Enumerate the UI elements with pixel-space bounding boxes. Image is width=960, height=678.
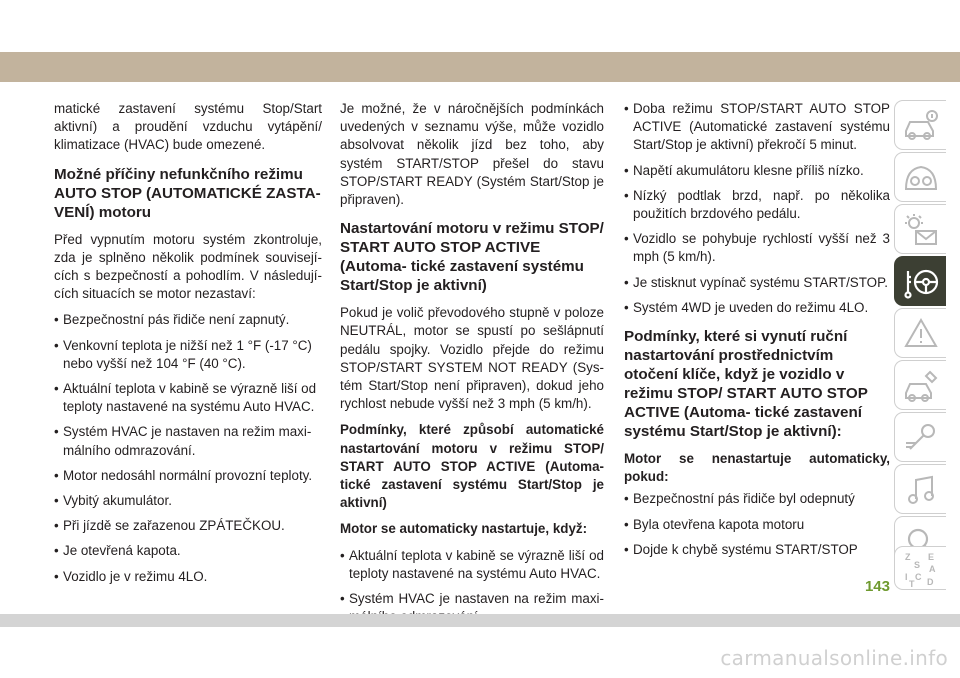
tab-starting-driving[interactable] bbox=[894, 256, 946, 306]
list-item: • Byla otevřena kapota motoru bbox=[624, 516, 805, 532]
index-letter: S bbox=[914, 560, 921, 570]
list-item: • Venkovní teplota je nižší než 1 °F (-17 °C) nebo vyšší než 104 °F (40 °C). bbox=[54, 337, 312, 371]
index-letter: A bbox=[929, 564, 936, 574]
list-item: • Napětí akumulátoru klesne příliš nízko. bbox=[624, 162, 864, 178]
road-warning-icon bbox=[902, 315, 940, 353]
page-number: 143 bbox=[864, 578, 890, 595]
column-1 bbox=[54, 100, 322, 593]
list-item: • Aktuální teplota v kabině se výrazně liší od teploty nastavené na systému Auto HVAC. bbox=[54, 381, 317, 415]
steering-wheel-key-icon bbox=[902, 263, 940, 301]
tab-service[interactable] bbox=[894, 360, 946, 410]
list-item: • Systém 4WD je uveden do režimu 4LO. bbox=[624, 299, 869, 315]
list-item: • Je stisknut vypínač systému START/STOP. bbox=[624, 274, 889, 290]
list-item: • Nízký podtlak brzd, např. po několika použitích brzdového pedálu. bbox=[624, 187, 890, 222]
index-letter: D bbox=[927, 577, 934, 587]
list-item: • Dojde k chybě systému START/STOP bbox=[624, 541, 858, 557]
list-item: • Vozidlo se pohybuje rychlostí vyšší než 3 mph (5 km/h). bbox=[624, 231, 890, 265]
wrench-car-icon bbox=[902, 419, 940, 457]
tab-languages[interactable] bbox=[894, 546, 946, 590]
car-service-icon bbox=[902, 367, 940, 405]
list-item: • Při jízdě se zařazenou ZPÁTEČKOU. bbox=[54, 518, 285, 534]
list-item: • Systém HVAC je nastaven na režim maxi- bbox=[340, 591, 604, 607]
header-band bbox=[0, 52, 960, 82]
list-item: • Motor nedosáhl normální provozní teploty. bbox=[54, 467, 313, 483]
language-letters-icon bbox=[902, 550, 940, 588]
col1-heading: Možné příčiny nefunkčního režimu AUTO STOP (AUTOMATICKÉ ZASTA- VENÍ) motoru bbox=[54, 165, 321, 221]
index-letter: E bbox=[928, 552, 935, 562]
footer-band bbox=[0, 614, 960, 627]
list-item: • Aktuální teplota v kabině se výrazně liší od teploty nastavené na systému Auto HVAC. bbox=[340, 547, 604, 581]
col2-intro: Je možné, že v náročnějších podmínkách uvedených v seznamu výše, může vozidlo absolvovat několik jízd bez toho, aby systém START/STOP přešel do stavu STOP/START READY (Systém Start/Stop je připraven). bbox=[340, 101, 604, 208]
column-2 bbox=[340, 100, 604, 633]
list-item: • Je otevřená kapota. bbox=[54, 543, 181, 559]
index-letter: T bbox=[909, 579, 915, 588]
tab-maintenance[interactable] bbox=[894, 412, 946, 462]
col1-para: Před vypnutím motoru systém zkontroluje, zda je splněno několik podmínek souvisejí- cích s bezpečností a pohodlím. V následují- cích situacích se motor nezastaví: bbox=[54, 231, 322, 302]
list-item: • Doba režimu STOP/START AUTO STOP ACTIVE (Automatické zastavení systému Start/Stop je aktivní) překročí 5 minut. bbox=[624, 101, 890, 153]
col3-heading: Podmínky, které si vynutí ruční nastartování prostřednictvím otočení klíče, když je vozidlo v režimu STOP/ START AUTO STOP ACTIVE (Automa- tické zastavení systému Start/Stop je aktivní): bbox=[624, 328, 868, 441]
list-item: • Systém HVAC je nastaven na režim maxi- málního odmrazování. bbox=[54, 424, 312, 458]
col3-subheading: Motor se nenastartuje automaticky, pokud: bbox=[624, 451, 890, 485]
index-letter: C bbox=[915, 572, 922, 582]
col2-para: Pokud je volič převodového stupně v poloze NEUTRÁL, motor se spustí po sešlápnutí pedálu spojky. Vozidlo přejde do režimu STOP/START SYSTEM NOT READY (Sys- tém Start/Stop není připraven), dokud jeho rychlost nebude vyšší než 3 mph (5 km/h). bbox=[340, 305, 604, 412]
warning-light-message-icon bbox=[902, 211, 940, 249]
col1-intro: matické zastavení systému Stop/Start aktivní) a proudění vzduchu vytápění/ klimatizace (HVAC) bude omezené. bbox=[54, 101, 322, 153]
tab-warning-lights[interactable] bbox=[894, 204, 946, 254]
column-3 bbox=[624, 100, 890, 566]
car-info-icon bbox=[902, 107, 940, 145]
list-item: • Bezpečnostní pás řidiče není zapnutý. bbox=[54, 312, 290, 328]
col2-heading: Nastartování motoru v režimu STOP/ START AUTO STOP ACTIVE (Automa- tické zastavení systému Start/Stop je aktivní) bbox=[340, 220, 604, 295]
tab-emergency[interactable] bbox=[894, 308, 946, 358]
list-item: • Vybitý akumulátor. bbox=[54, 493, 172, 509]
col2-subheading-conditions: Podmínky, které způsobí automatické nastartování motoru v režimu STOP/ START AUTO STOP ACTIVE (Automa- tické zastavení systému Start/Stop je aktivní) bbox=[340, 422, 604, 511]
tab-dashboard[interactable] bbox=[894, 152, 946, 202]
col2-subheading-autostart: Motor se automaticky nastartuje, když: bbox=[340, 521, 588, 537]
index-letter: I bbox=[905, 572, 908, 582]
watermark: carmanualsonline.info bbox=[720, 646, 948, 670]
car-dashboard-icon bbox=[902, 159, 940, 197]
list-item: • Bezpečnostní pás řidiče byl odepnutý bbox=[624, 491, 855, 507]
tab-car-info[interactable] bbox=[894, 100, 946, 150]
list-item: • Vozidlo je v režimu 4LO. bbox=[54, 568, 208, 584]
index-letter: Z bbox=[905, 552, 911, 562]
music-note-icon bbox=[902, 471, 940, 509]
tab-multimedia[interactable] bbox=[894, 464, 946, 514]
